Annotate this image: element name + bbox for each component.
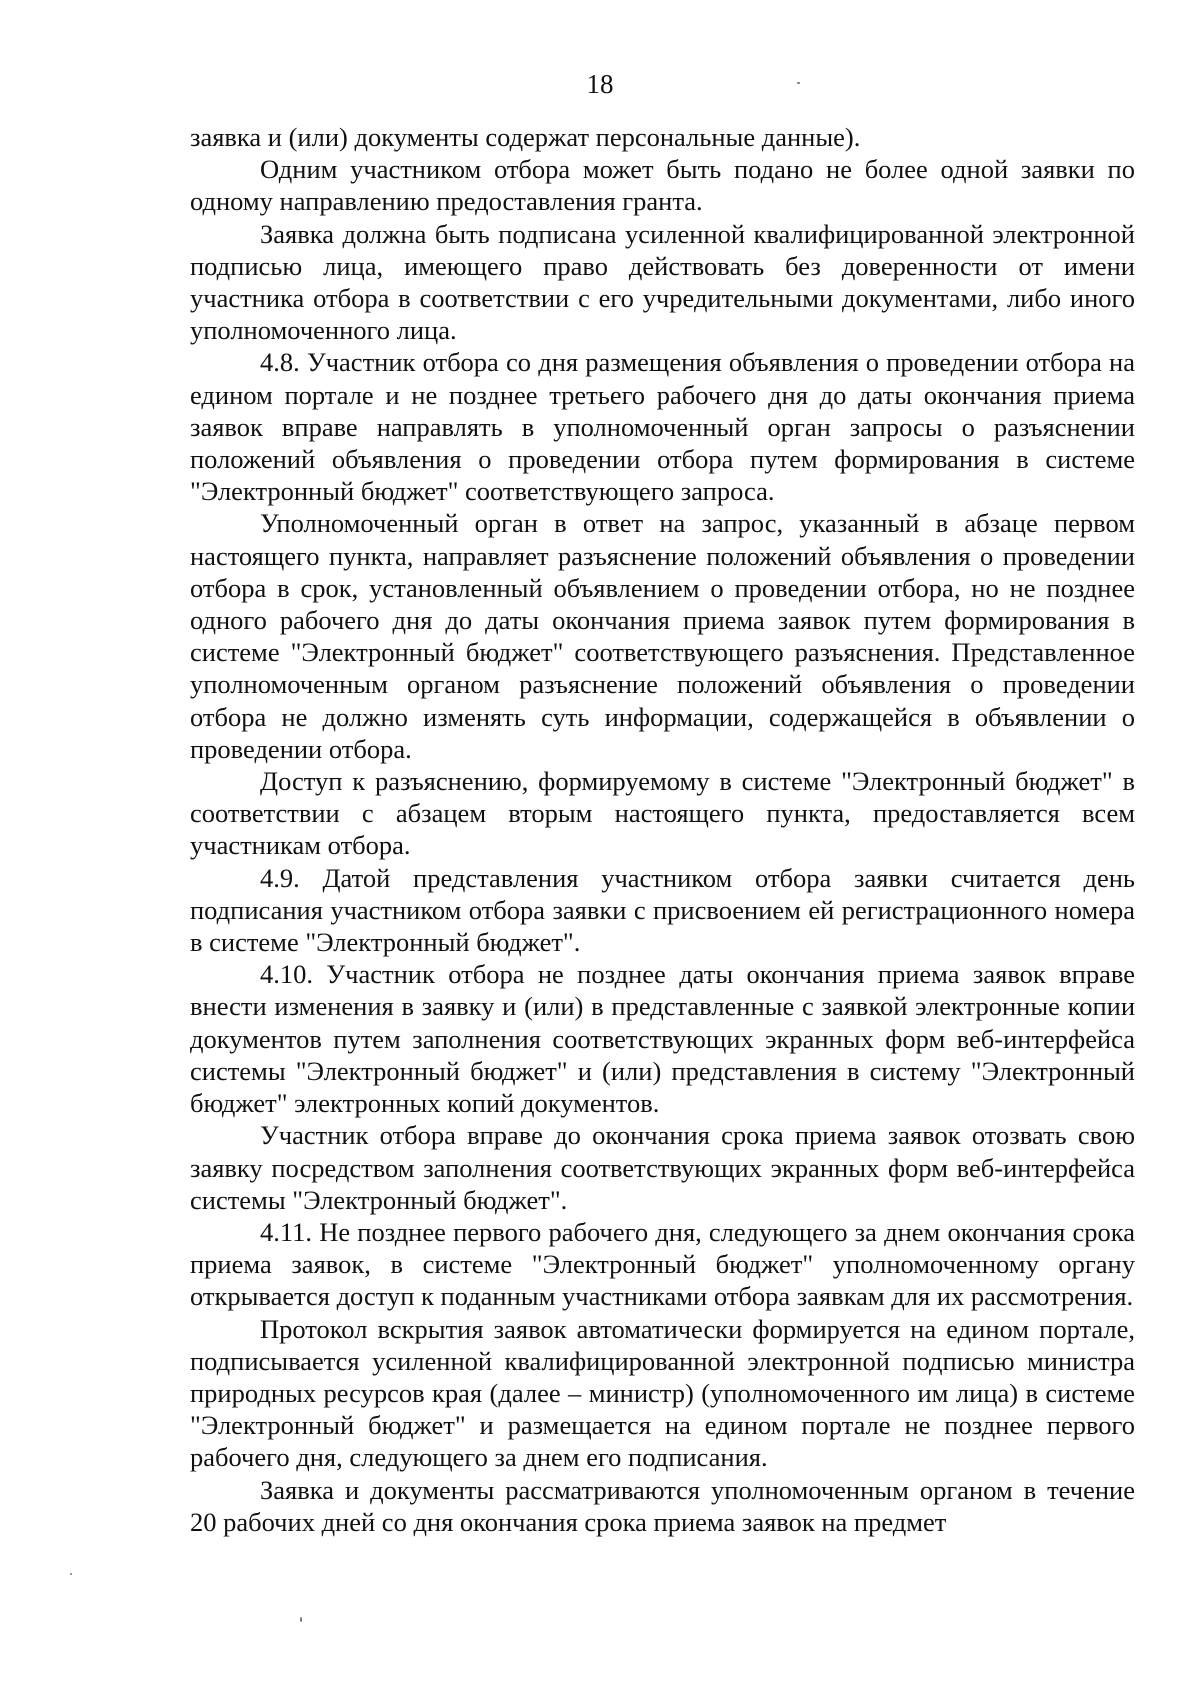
page-number: 18 bbox=[586, 69, 614, 99]
paragraph-clause-4-11: 4.11. Не позднее первого рабочего дня, следующего за днем окончания срока приема заявок, в системе "Электронный бюджет" уполномоченному органу открывается доступ к поданным участниками отбора заявкам для их рассмотрения. bbox=[190, 1216, 1135, 1312]
paragraph: Заявка должна быть подписана усиленной квалифицированной электронной подписью лица, имеющего право действовать без доверенности от имени участника отбора в соответствии с его учредительными документами, либо иного уполномоченного лица. bbox=[190, 218, 1135, 346]
paragraph: Доступ к разъяснению, формируемому в системе "Электронный бюджет" в соответствии с абзацем вторым настоящего пункта, предоставляется всем участникам отбора. bbox=[190, 766, 1135, 861]
paragraph: Уполномоченный орган в ответ на запрос, указанный в абзаце первом настоящего пункта, направляет разъяснение положений объявления о проведении отбора в срок, установленный объявлением о проведении отбора, но не позднее одного рабочего дня до даты окончания приема заявок путем формирования в системе "Электронный бюджет" соответствующего разъяснения. Представленное уполномоченным органом разъяснение положений объявления о проведении отбора не должно изменять суть информации, содержащейся в объявлении о проведении отбора. bbox=[190, 508, 1135, 764]
paragraph-continuation: заявка и (или) документы содержат персональные данные). bbox=[190, 122, 861, 152]
paragraph: Заявка и документы рассматриваются уполномоченным органом в течение 20 рабочих дней со дня окончания срока приема заявок на предмет bbox=[190, 1474, 1135, 1537]
paragraph: Протокол вскрытия заявок автоматически формируется на едином портале, подписывается усиленной квалифицированной электронной подписью министра природных ресурсов края (далее – министр) (уполномоченного им лица) в системе "Электронный бюджет" и размещается на едином портале не позднее первого рабочего дня, следующего за днем его подписания. bbox=[190, 1313, 1135, 1473]
scan-speck bbox=[300, 1617, 302, 1622]
paragraph: Одним участником отбора может быть подано не более одной заявки по одному направлению предоставления гранта. bbox=[190, 154, 1135, 217]
scan-speck bbox=[70, 1573, 72, 1575]
paragraph: Участник отбора вправе до окончания срока приема заявок отозвать свою заявку посредством заполнения соответствующих экранных форм веб-интерфейса системы "Электронный бюджет". bbox=[190, 1120, 1135, 1215]
scan-speck bbox=[797, 82, 800, 84]
document-body bbox=[190, 121, 1135, 1538]
paragraph-clause-4-8: 4.8. Участник отбора со дня размещения объявления о проведении отбора на едином портале и не позднее третьего рабочего дня до даты окончания приема заявок вправе направлять в уполномоченный орган запросы о разъяснении положений объявления о проведении отбора путем формирования в системе "Электронный бюджет" соответствующего запроса. bbox=[190, 347, 1135, 507]
paragraph-clause-4-9: 4.9. Датой представления участником отбора заявки считается день подписания участником отбора заявки с присвоением ей регистрационного номера в системе "Электронный бюджет". bbox=[190, 862, 1135, 958]
paragraph-clause-4-10: 4.10. Участник отбора не позднее даты окончания приема заявок вправе внести изменения в заявку и (или) в представленные с заявкой электронные копии документов путем заполнения соответствующих экранных форм веб-интерфейса системы "Электронный бюджет" и (или) представления в систему "Электронный бюджет" электронных копий документов. bbox=[190, 959, 1135, 1119]
